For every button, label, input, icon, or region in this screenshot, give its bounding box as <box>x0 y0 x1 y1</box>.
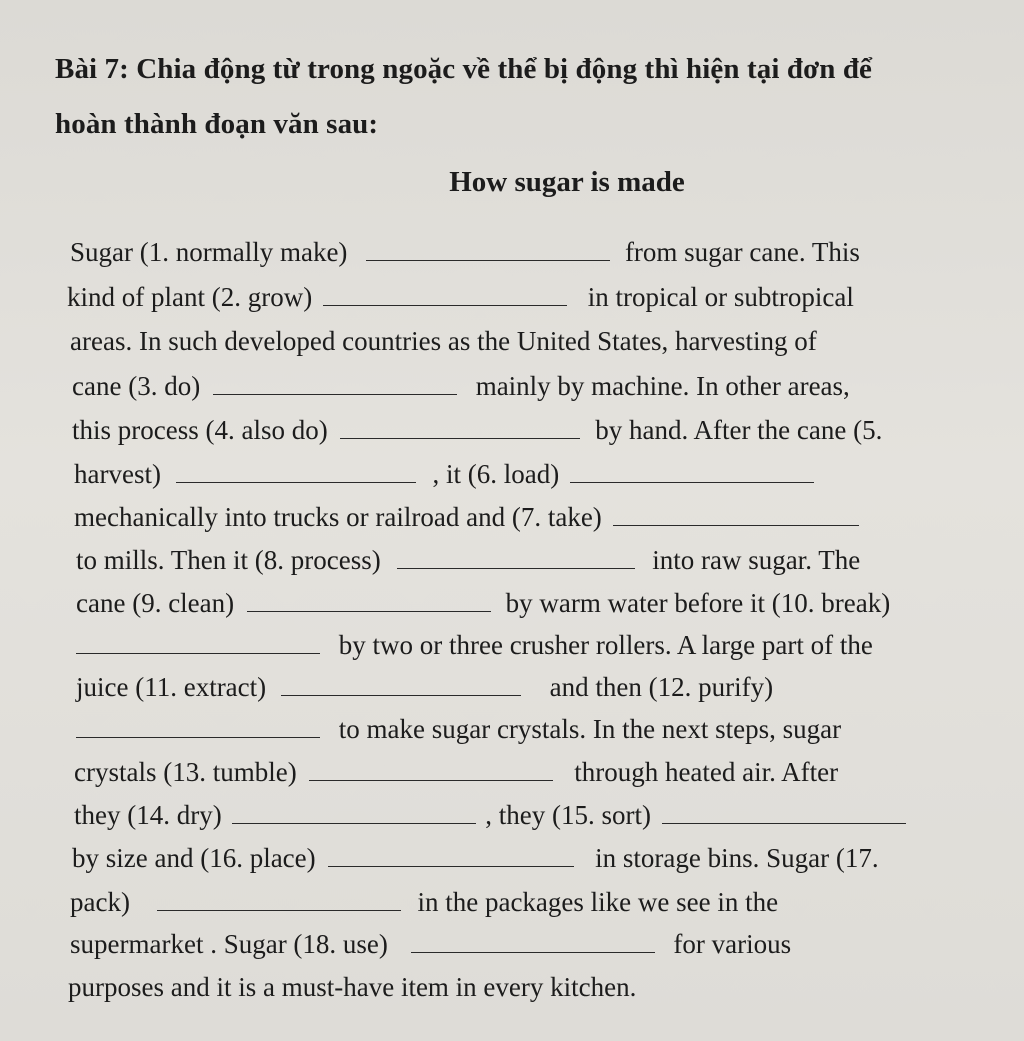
passage-line-17 <box>70 924 791 964</box>
line-text: in the packages like we see in the <box>417 887 779 917</box>
answer-blank-17[interactable] <box>157 884 401 911</box>
passage-line-16 <box>70 882 778 922</box>
answer-blank-5[interactable] <box>176 456 416 483</box>
line-text: Sugar (1. normally make) <box>70 237 348 267</box>
passage-line-6 <box>74 454 814 494</box>
passage-line-15 <box>72 838 879 878</box>
line-text: into raw sugar. The <box>652 545 861 575</box>
line-text: in tropical or subtropical <box>587 282 854 312</box>
answer-blank-15[interactable] <box>662 797 906 824</box>
line-text: in storage bins. Sugar (17. <box>595 843 879 873</box>
passage-line-7 <box>74 497 859 537</box>
line-text: kind of plant (2. grow) <box>67 282 313 312</box>
line-text: supermarket . Sugar (18. use) <box>70 929 388 959</box>
answer-blank-3[interactable] <box>213 368 457 395</box>
passage-line-12 <box>76 709 841 749</box>
line-text: crystals (13. tumble) <box>74 757 297 787</box>
line-text: areas. In such developed countries as the United States, harvesting of <box>70 326 817 356</box>
line-text: cane (3. do) <box>72 371 201 401</box>
passage-line-2 <box>67 277 854 317</box>
answer-blank-11[interactable] <box>281 669 521 696</box>
line-text: this process (4. also do) <box>72 415 328 445</box>
line-text: cane (9. clean) <box>76 588 235 618</box>
line-text: they (14. dry) <box>74 800 222 830</box>
line-text: by two or three crusher rollers. A large part of the <box>338 630 873 660</box>
line-text: through heated air. After <box>574 757 839 787</box>
line-text: harvest) <box>74 459 161 489</box>
answer-blank-8[interactable] <box>397 542 635 569</box>
passage-line-18 <box>68 967 636 1007</box>
heading-line-2: hoàn thành đoạn văn sau: <box>55 108 379 140</box>
line-text: by hand. After the cane (5. <box>595 415 883 445</box>
line-text: by size and (16. place) <box>72 843 316 873</box>
passage-line-11 <box>76 667 773 707</box>
line-text: for various <box>673 929 792 959</box>
line-text: pack) <box>70 887 130 917</box>
passage-line-13 <box>74 752 838 792</box>
answer-blank-12[interactable] <box>76 711 320 738</box>
answer-blank-6[interactable] <box>570 456 814 483</box>
line-text: , they (15. sort) <box>485 800 651 830</box>
line-text: juice (11. extract) <box>76 672 267 702</box>
answer-blank-7[interactable] <box>613 499 859 526</box>
line-text: from sugar cane. This <box>624 237 860 267</box>
passage-line-3 <box>70 321 817 361</box>
line-text: mainly by machine. In other areas, <box>475 371 850 401</box>
answer-blank-4[interactable] <box>340 412 580 439</box>
answer-blank-18[interactable] <box>411 926 655 953</box>
line-text: to make sugar crystals. In the next steps, sugar <box>338 714 842 744</box>
line-text: and then (12. purify) <box>549 672 774 702</box>
passage-line-1 <box>70 232 860 272</box>
passage-line-8 <box>76 540 860 580</box>
passage-line-5 <box>72 410 882 450</box>
answer-blank-16[interactable] <box>328 840 574 867</box>
passage-line-4 <box>72 366 850 406</box>
answer-blank-10[interactable] <box>76 627 320 654</box>
passage-line-9 <box>76 583 890 623</box>
exercise-heading <box>55 42 1005 152</box>
passage-line-10 <box>76 625 873 665</box>
answer-blank-9[interactable] <box>247 585 491 612</box>
line-text: mechanically into trucks or railroad and (7. take) <box>74 502 602 532</box>
heading-line-1: Bài 7: Chia động từ trong ngoặc về thể bị động thì hiện tại đơn để <box>55 53 873 85</box>
line-text: to mills. Then it (8. process) <box>76 545 381 575</box>
passage-line-14 <box>74 795 906 835</box>
answer-blank-2[interactable] <box>323 279 567 306</box>
line-text: , it (6. load) <box>432 459 560 489</box>
answer-blank-14[interactable] <box>232 797 476 824</box>
passage-title: How sugar is made <box>449 166 685 198</box>
line-text: purposes and it is a must-have item in every kitchen. <box>68 972 637 1002</box>
answer-blank-1[interactable] <box>366 234 610 261</box>
answer-blank-13[interactable] <box>309 754 553 781</box>
line-text: by warm water before it (10. break) <box>505 588 891 618</box>
